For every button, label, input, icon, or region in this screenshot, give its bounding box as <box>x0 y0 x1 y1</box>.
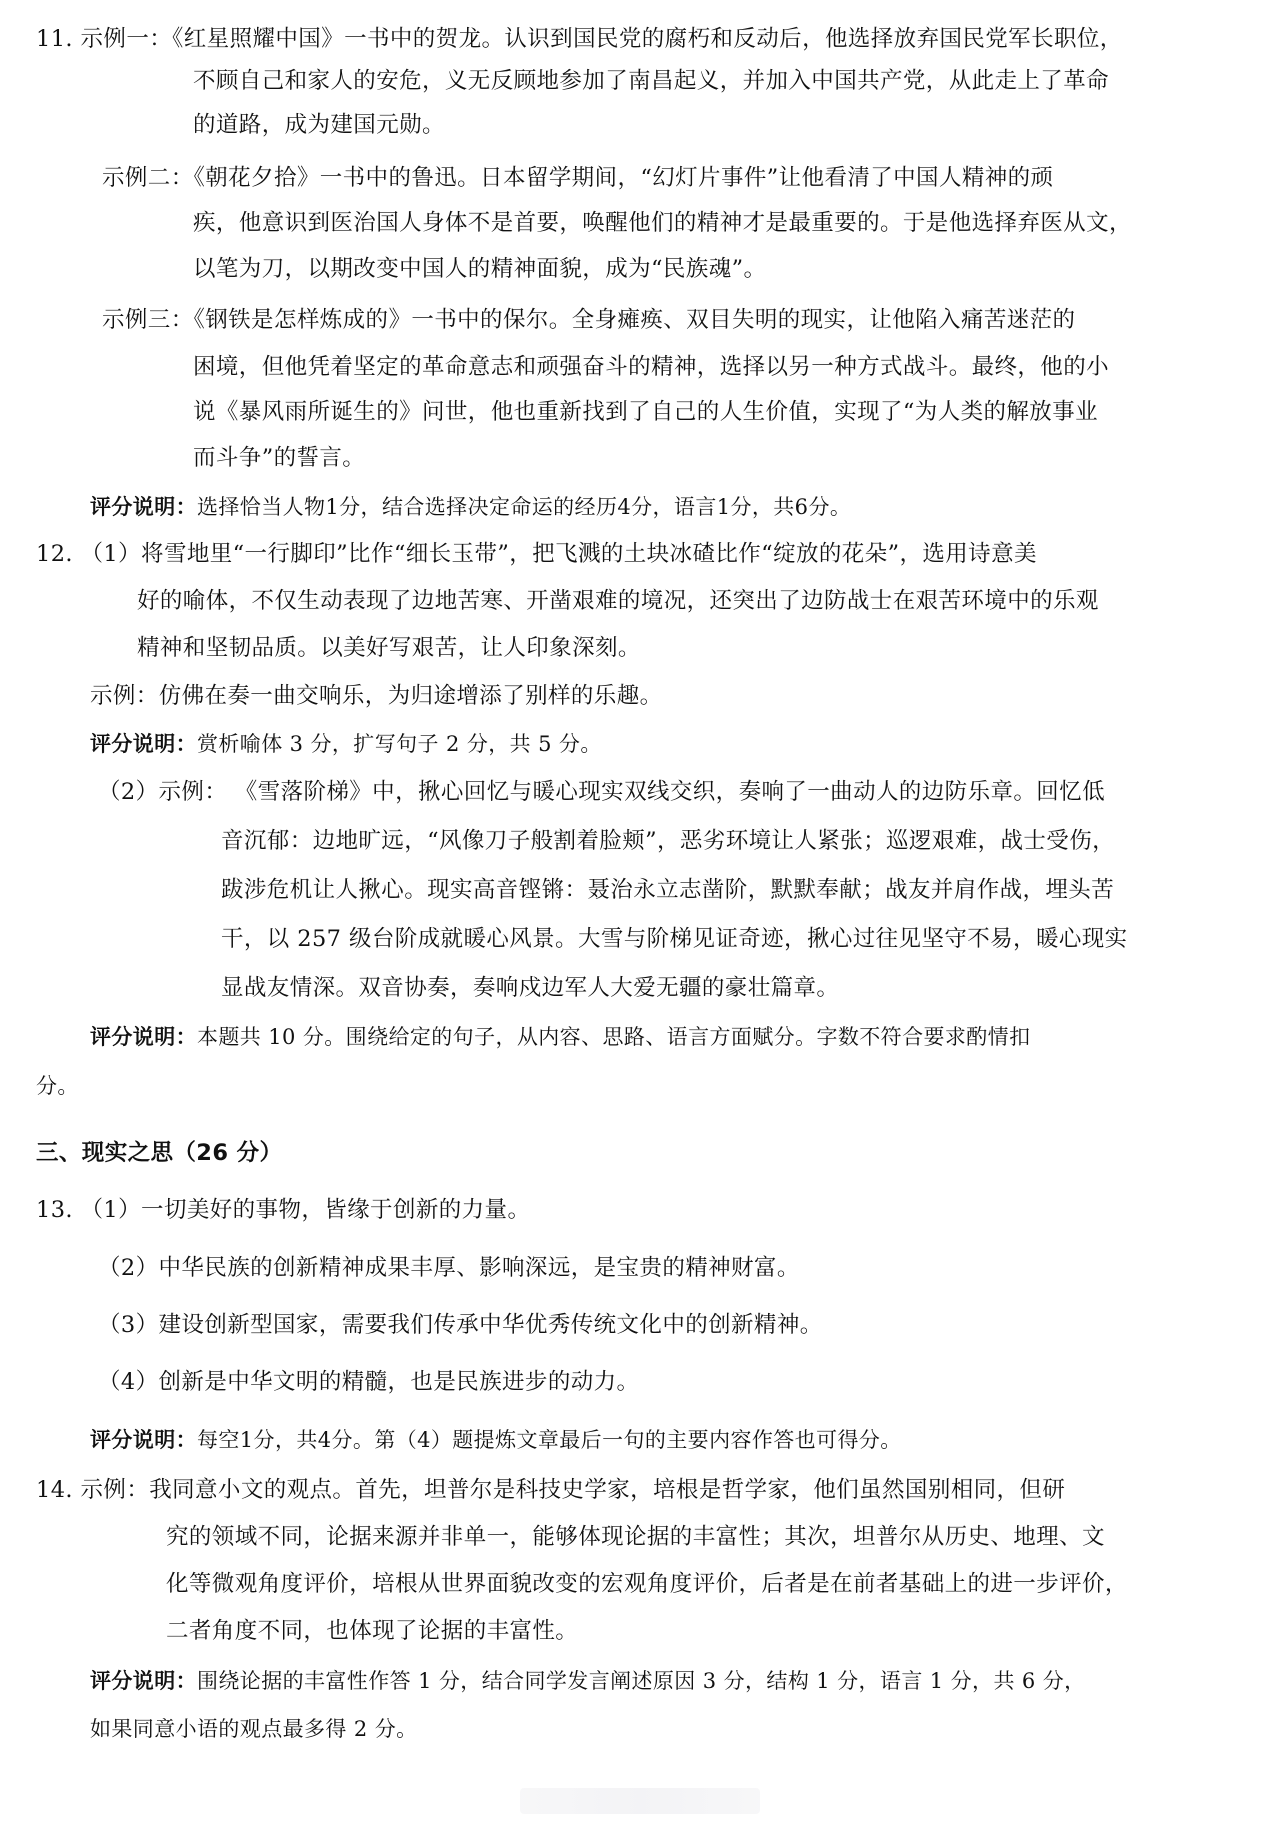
q12-line-4: 示例：仿佛在奏一曲交响乐，为归途增添了别样的乐趣。 <box>90 683 663 709</box>
q14-line-4: 二者角度不同，也体现了论据的丰富性。 <box>166 1618 579 1644</box>
q14-line-1: 14. 示例：我同意小文的观点。首先，坦普尔是科技史学家，培根是哲学家，他们虽然国别相同，但研 <box>36 1477 1066 1503</box>
q14-scoring-note-cont <box>90 1714 418 1744</box>
q12-line-3: 精神和坚韧品质。以美好写艰苦，让人印象深刻。 <box>137 635 641 661</box>
q12-line-5: （2）示例： 《雪落阶梯》中，揪心回忆与暖心现实双线交织，奏响了一曲动人的边防乐章。回忆低 <box>98 779 1105 805</box>
q12-line-6: 音沉郁：边地旷远，“风像刀子般割着脸颊”，恶劣环境让人紧张；巡逻艰难，战士受伤， <box>221 828 1116 854</box>
q11-line-10: 而斗争”的誓言。 <box>193 445 366 471</box>
q12-scoring-note-2 <box>90 1022 1030 1052</box>
q12-line-7: 跋涉危机让人揪心。现实高音铿锵：聂治永立志凿阶，默默奉献；战友并肩作战，埋头苦 <box>221 877 1115 903</box>
q13-line-1: 13. （1）一切美好的事物，皆缘于创新的力量。 <box>36 1197 531 1223</box>
q11-line-8: 困境，但他凭着坚定的革命意志和顽强奋斗的精神，选择以另一种方式战斗。最终，他的小 <box>193 354 1110 380</box>
q11-line-2: 不顾自己和家人的安危，义无反顾地参加了南昌起义，并加入中国共产党，从此走上了革命 <box>193 68 1110 94</box>
q11-line-3: 的道路，成为建国元勋。 <box>193 112 445 138</box>
q11-scoring-label: 评分说明： <box>90 495 197 519</box>
q13-scoring-label: 评分说明： <box>90 1428 197 1452</box>
q14-scoring-text: 围绕论据的丰富性作答 1 分，结合同学发言阐述原因 3 分，结构 1 分，语言 1 分，共 6 分， <box>197 1669 1086 1693</box>
q11-scoring-note <box>90 492 851 522</box>
q11-line-6: 以笔为刀，以期改变中国人的精神面貌，成为“民族魂”。 <box>193 256 767 282</box>
section-3-title: 三、现实之思（26 分） <box>36 1140 283 1166</box>
faint-watermark <box>520 1788 760 1814</box>
q11-line-1: 11. 示例一：《红星照耀中国》一书中的贺龙。认识到国民党的腐朽和反动后，他选择放弃国民党军长职位， <box>36 26 1123 52</box>
q14-scoring-label: 评分说明： <box>90 1669 197 1693</box>
q13-line-4: （4）创新是中华文明的精髓，也是民族进步的动力。 <box>98 1369 640 1395</box>
q14-scoring-note <box>90 1666 1086 1696</box>
q14-line-2: 究的领域不同，论据来源并非单一，能够体现论据的丰富性；其次，坦普尔从历史、地理、文 <box>166 1524 1105 1550</box>
q12-scoring-text-1: 赏析喻体 3 分，扩写句子 2 分，共 5 分。 <box>197 732 602 756</box>
q12-scoring-note-1 <box>90 729 602 759</box>
q12-scoring-label-2: 评分说明： <box>90 1025 197 1049</box>
q13-scoring-note <box>90 1425 902 1455</box>
q12-line-2: 好的喻体，不仅生动表现了边地苦寒、开凿艰难的境况，还突出了边防战士在艰苦环境中的乐观 <box>137 588 1099 614</box>
q12-scoring-text-2-cont: 分。 <box>36 1074 79 1098</box>
q12-scoring-note-2-cont <box>36 1071 79 1101</box>
q13-line-2: （2）中华民族的创新精神成果丰厚、影响深远，是宝贵的精神财富。 <box>98 1255 800 1281</box>
q11-line-7: 示例三：《钢铁是怎样炼成的》一书中的保尔。全身瘫痪、双目失明的现实，让他陷入痛苦迷茫的 <box>102 307 1076 333</box>
q14-line-3: 化等微观角度评价，培根从世界面貌改变的宏观角度评价，后者是在前者基础上的进一步评价， <box>166 1571 1128 1597</box>
q13-line-3: （3）建设创新型国家，需要我们传承中华优秀传统文化中的创新精神。 <box>98 1312 823 1338</box>
q12-scoring-label-1: 评分说明： <box>90 732 197 756</box>
q12-line-1: 12. （1）将雪地里“一行脚印”比作“细长玉带”，把飞溅的土块冰碴比作“绽放的花朵”，选用诗意美 <box>36 541 1037 567</box>
q11-line-5: 疾，他意识到医治国人身体不是首要，唤醒他们的精神才是最重要的。于是他选择弃医从文， <box>193 210 1132 236</box>
q13-scoring-text: 每空1分，共4分。第（4）题提炼文章最后一句的主要内容作答也可得分。 <box>197 1428 902 1452</box>
q12-line-9: 显战友情深。双音协奏，奏响戍边军人大爱无疆的豪壮篇章。 <box>221 975 840 1001</box>
q12-scoring-text-2: 本题共 10 分。围绕给定的句子，从内容、思路、语言方面赋分。字数不符合要求酌情扣 <box>197 1025 1031 1049</box>
q11-line-9: 说《暴风雨所诞生的》问世，他也重新找到了自己的人生价值，实现了“为人类的解放事业 <box>193 399 1099 425</box>
q11-scoring-text: 选择恰当人物1分，结合选择决定命运的经历4分，语言1分，共6分。 <box>197 495 852 519</box>
q14-scoring-text-cont: 如果同意小语的观点最多得 2 分。 <box>90 1717 418 1741</box>
q11-line-4: 示例二：《朝花夕拾》一书中的鲁迅。日本留学期间，“幻灯片事件”让他看清了中国人精神的顽 <box>102 165 1054 191</box>
q12-line-8: 干，以 257 级台阶成就暖心风景。大雪与阶梯见证奇迹，揪心过往见坚守不易，暖心现实 <box>221 926 1128 952</box>
